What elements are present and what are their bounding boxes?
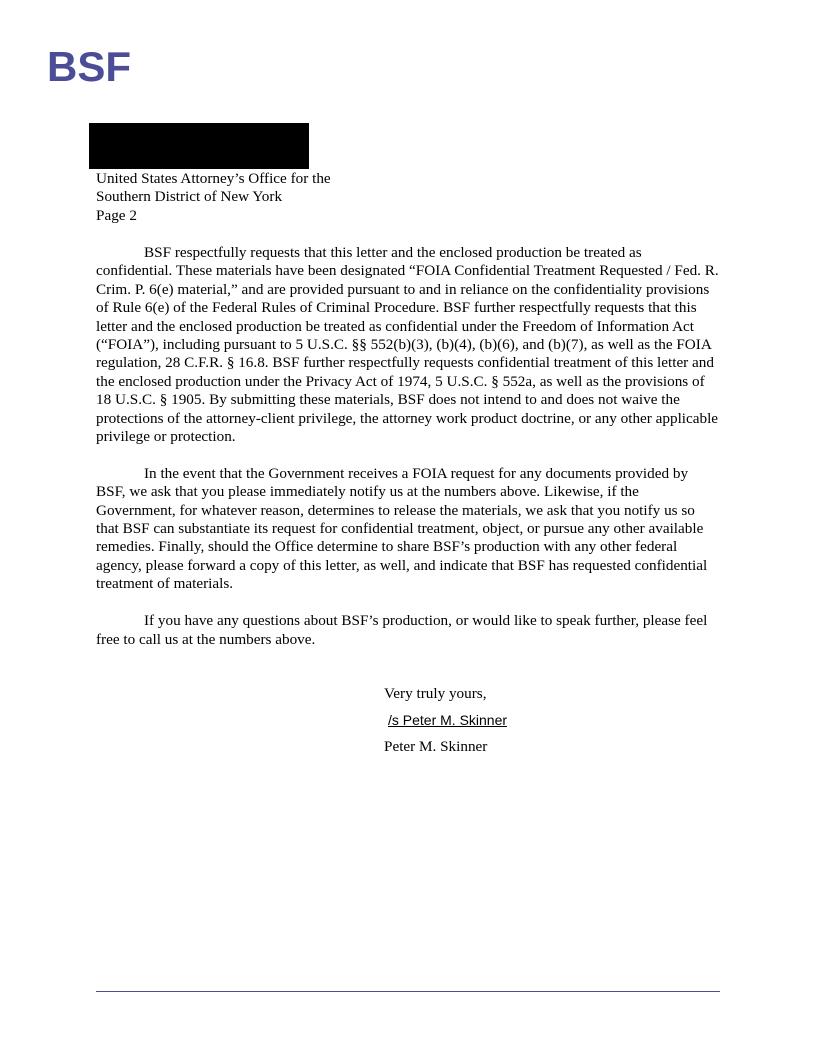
recipient-line-2: Southern District of New York <box>96 188 283 206</box>
firm-logo <box>47 44 141 86</box>
body-paragraph-1: BSF respectfully requests that this letter and the enclosed production be treated as confidential. These materials have been designated “FOIA Confidential Treatment Requested / Fed. R. Crim. P. 6(e) material,” and are provided pursuant to and in reliance on the confidentiality provisions of Rule 6(e) of the Federal Rules of Criminal Procedure. BSF further respectfully requests that this letter and the enclosed production be treated as confidential under the Freedom of Information Act (“FOIA”), including pursuant to 5 U.S.C. §§ 552(b)(3), (b)(4), (b)(6), and (b)(7), as well as the FOIA regulation, 28 C.F.R. § 16.8. BSF further respectfully requests confidential treatment of this letter and the enclosed production under the Privacy Act of 1974, 5 U.S.C. § 552a, as well as the provisions of 18 U.S.C. § 1905. By submitting these materials, BSF does not intend to and does not waive the protections of the attorney-client privilege, the attorney work product doctrine, or any other applicable privilege or protection. <box>96 244 719 446</box>
redaction-block <box>89 123 309 169</box>
electronic-signature: /s Peter M. Skinner <box>388 712 508 729</box>
letter-body <box>96 244 720 667</box>
page-number: Page 2 <box>96 206 137 224</box>
signer-name: Peter M. Skinner <box>384 738 488 756</box>
footer-rule <box>96 991 720 992</box>
body-paragraph-2: In the event that the Government receives a FOIA request for any documents provided by BSF, we ask that you please immediately notify us at the numbers above. Likewise, if the Government, for whatever reason, determines to release the materials, we ask that you notify us so that BSF can substantiate its request for confidential treatment, object, or pursue any other available remedies. Finally, should the Office determine to share BSF’s production with any other federal agency, please forward a copy of this letter, as well, and indicate that BSF has requested confidential treatment of materials. <box>96 464 708 593</box>
recipient-header <box>96 170 331 225</box>
body-paragraph-3: If you have any questions about BSF’s production, or would like to speak further, please feel free to call us at the numbers above. <box>96 612 708 648</box>
closing-block <box>384 685 507 757</box>
logo-text: BSF <box>47 44 131 86</box>
recipient-line-1: United States Attorney’s Office for the <box>96 170 331 187</box>
bsf-logo-mark <box>47 44 141 86</box>
closing-salutation: Very truly yours, <box>384 685 487 702</box>
